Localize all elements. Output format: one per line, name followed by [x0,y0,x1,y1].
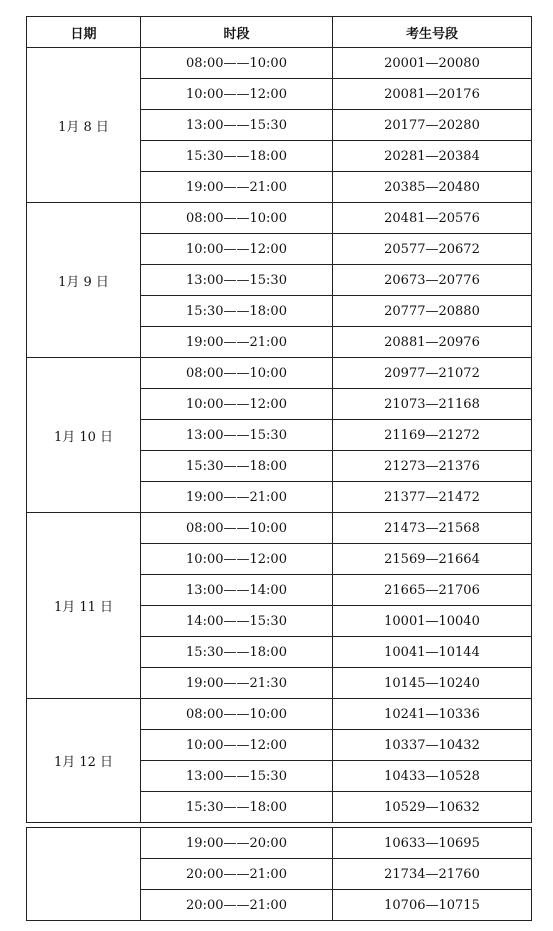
time-slot-cell: 10:00——12:00 [141,389,333,420]
time-slot-cell: 15:30——18:00 [141,451,333,482]
candidate-range-cell: 21169—21272 [333,420,532,451]
candidate-range-cell: 20481—20576 [333,203,532,234]
time-slot-cell: 19:00——21:00 [141,482,333,513]
date-cell: 1月 8 日 [27,48,141,203]
time-slot-cell: 10:00——12:00 [141,544,333,575]
table-row [27,699,532,730]
date-cell: 1月 12 日 [27,699,141,823]
time-slot-cell: 13:00——14:00 [141,575,333,606]
candidate-range-cell: 20977—21072 [333,358,532,389]
time-slot-cell: 13:00——15:30 [141,420,333,451]
table-row [27,48,532,79]
time-slot-cell: 08:00——10:00 [141,48,333,79]
candidate-range-cell: 21569—21664 [333,544,532,575]
time-slot-cell: 15:30——18:00 [141,296,333,327]
time-slot-cell: 13:00——15:30 [141,761,333,792]
time-slot-cell: 15:30——18:00 [141,637,333,668]
candidate-range-cell: 10337—10432 [333,730,532,761]
supplementary-table [26,827,532,921]
time-slot-cell: 08:00——10:00 [141,203,333,234]
date-cell: 1月 10 日 [27,358,141,513]
time-slot-cell: 20:00——21:00 [141,859,333,890]
table-row [27,203,532,234]
time-slot-cell: 08:00——10:00 [141,513,333,544]
time-slot-cell: 13:00——15:30 [141,110,333,141]
candidate-range-cell: 20177—20280 [333,110,532,141]
time-slot-cell: 15:30——18:00 [141,792,333,823]
candidate-range-cell: 10706—10715 [333,890,532,921]
date-cell: 1月 11 日 [27,513,141,699]
time-slot-cell: 10:00——12:00 [141,79,333,110]
candidate-range-cell: 21665—21706 [333,575,532,606]
candidate-range-cell: 20001—20080 [333,48,532,79]
header-candidate-range: 考生号段 [333,17,532,48]
candidate-range-cell: 21377—21472 [333,482,532,513]
candidate-range-cell: 20281—20384 [333,141,532,172]
candidate-range-cell: 10529—10632 [333,792,532,823]
time-slot-cell: 19:00——21:30 [141,668,333,699]
time-slot-cell: 19:00——21:00 [141,327,333,358]
candidate-range-cell: 20385—20480 [333,172,532,203]
time-slot-cell: 08:00——10:00 [141,358,333,389]
candidate-range-cell: 10633—10695 [333,828,532,859]
candidate-range-cell: 21473—21568 [333,513,532,544]
header-row [27,17,532,48]
candidate-range-cell: 21073—21168 [333,389,532,420]
time-slot-cell: 19:00——20:00 [141,828,333,859]
time-slot-cell: 08:00——10:00 [141,699,333,730]
time-slot-cell: 15:30——18:00 [141,141,333,172]
candidate-range-cell: 10001—10040 [333,606,532,637]
candidate-range-cell: 20673—20776 [333,265,532,296]
table-row [27,513,532,544]
header-date: 日期 [27,17,141,48]
candidate-range-cell: 20081—20176 [333,79,532,110]
time-slot-cell: 13:00——15:30 [141,265,333,296]
time-slot-cell: 14:00——15:30 [141,606,333,637]
time-slot-cell: 10:00——12:00 [141,730,333,761]
date-cell [27,828,141,921]
time-slot-cell: 10:00——12:00 [141,234,333,265]
candidate-range-cell: 10145—10240 [333,668,532,699]
candidate-range-cell: 21273—21376 [333,451,532,482]
header-time-slot: 时段 [141,17,333,48]
date-cell: 1月 9 日 [27,203,141,358]
candidate-range-cell: 20777—20880 [333,296,532,327]
candidate-range-cell: 20577—20672 [333,234,532,265]
candidate-range-cell: 10241—10336 [333,699,532,730]
candidate-range-cell: 10433—10528 [333,761,532,792]
candidate-range-cell: 20881—20976 [333,327,532,358]
time-slot-cell: 19:00——21:00 [141,172,333,203]
table-row [27,358,532,389]
time-slot-cell: 20:00——21:00 [141,890,333,921]
schedule-table [26,16,532,823]
candidate-range-cell: 21734—21760 [333,859,532,890]
candidate-range-cell: 10041—10144 [333,637,532,668]
table-row [27,828,532,859]
